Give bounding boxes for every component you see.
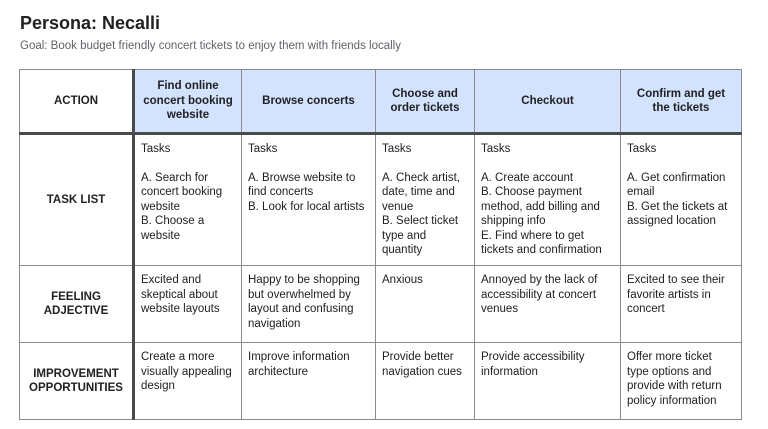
action-header: ACTION	[20, 70, 134, 134]
column-header-choose-order: Choose and order tickets	[376, 70, 475, 134]
improvement-cell: Provide better navigation cues	[376, 343, 475, 420]
task-item: B. Get the tickets at assigned location	[627, 200, 728, 227]
task-cell	[475, 134, 621, 266]
task-item: A. Search for concert booking website	[141, 171, 223, 213]
improvement-cell: Improve information architecture	[242, 343, 376, 420]
feeling-cell: Annoyed by the lack of accessibility at concert venues	[475, 266, 621, 343]
header-row	[20, 70, 742, 134]
feeling-adjective-label: FEELING ADJECTIVE	[20, 266, 134, 343]
feeling-cell: Excited to see their favorite artists in concert	[621, 266, 742, 343]
task-cell	[376, 134, 475, 266]
persona-goal: Goal: Book budget friendly concert tickets to enjoy them with friends locally	[20, 40, 401, 52]
task-heading: Tasks	[141, 143, 171, 155]
task-item: B. Look for local artists	[248, 200, 365, 213]
task-item: E. Find where to get tickets and confirmation	[481, 229, 602, 256]
improvement-cell: Provide accessibility information	[475, 343, 621, 420]
task-heading: Tasks	[248, 143, 278, 155]
improvement-cell: Create a more visually appealing design	[134, 343, 242, 420]
task-cell	[621, 134, 742, 266]
task-list-row	[20, 134, 742, 266]
user-journey-map-table	[19, 69, 742, 420]
task-item: A. Get confirmation email	[627, 171, 726, 198]
feeling-cell: Excited and skeptical about website layouts	[134, 266, 242, 343]
feeling-cell: Happy to be shopping but overwhelmed by layout and confusing navigation	[242, 266, 376, 343]
task-heading: Tasks	[481, 143, 511, 155]
task-item: B. Choose a website	[141, 215, 205, 242]
task-heading: Tasks	[627, 143, 657, 155]
task-item: B. Select ticket type and quantity	[382, 215, 459, 256]
column-header-find-website: Find online concert booking website	[134, 70, 242, 134]
column-header-confirm-tickets: Confirm and get the tickets	[621, 70, 742, 134]
column-header-checkout: Checkout	[475, 70, 621, 134]
task-item: B. Choose payment method, add billing and shipping info	[481, 186, 600, 227]
task-cell	[134, 134, 242, 266]
improvement-opportunities-label: IMPROVEMENT OPPORTUNITIES	[20, 343, 134, 420]
task-heading: Tasks	[382, 143, 412, 155]
task-item: A. Browse website to find concerts	[248, 171, 356, 198]
column-header-browse-concerts: Browse concerts	[242, 70, 376, 134]
task-list-label: TASK LIST	[20, 134, 134, 266]
improvement-cell: Offer more ticket type options and provide with return policy information	[621, 343, 742, 420]
task-item: A. Create account	[481, 171, 574, 184]
improvement-opportunities-row	[20, 343, 742, 420]
feeling-adjective-row	[20, 266, 742, 343]
task-item: A. Check artist, date, time and venue	[382, 171, 460, 213]
task-cell	[242, 134, 376, 266]
feeling-cell: Anxious	[376, 266, 475, 343]
persona-title: Persona: Necalli	[20, 13, 161, 33]
